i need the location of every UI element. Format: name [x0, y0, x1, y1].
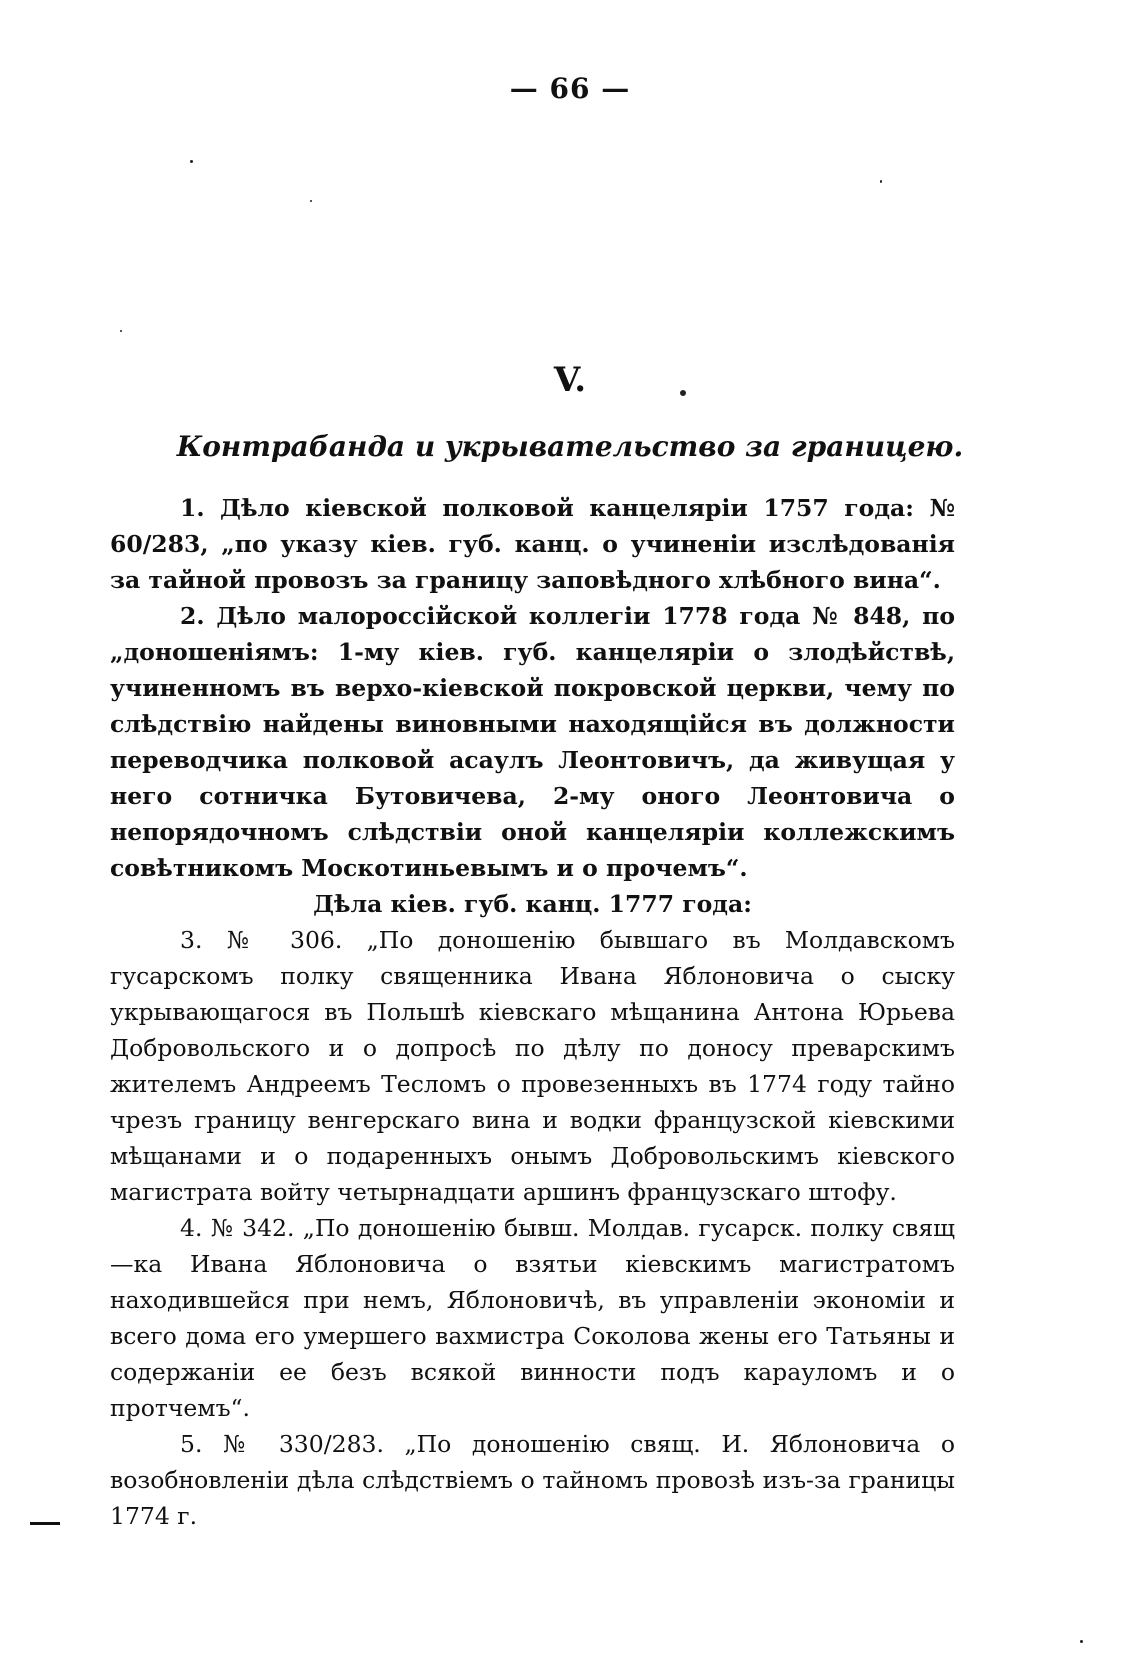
body-text [110, 490, 955, 1534]
paragraph-5: 5. № 330/283. „По доношенію свящ. И. Яблоновича о возобновленіи дѣла слѣдствіемъ о тайномъ провозѣ изъ-за границы 1774 г. [110, 1430, 955, 1530]
scan-speck [190, 160, 193, 163]
page-number: — 66 — [509, 72, 631, 105]
paragraph-4: 4. № 342. „По доношенію бывш. Молдав. гусарск. полку свящ—ка Ивана Яблоновича о взятьи кіевскимъ магистратомъ находившейся при немъ, Яблоновичѣ, въ управленіи экономіи и всего дома его умершего вахмистра Соколова жены его Татьяны и содержаніи ее безъ всякой винности подъ карауломъ и о протчемъ“. [110, 1214, 955, 1422]
paragraph-3: 3. № 306. „По доношенію бывшаго въ Молдавскомъ гусарскомъ полку священника Ивана Яблоновича о сыску укрывающагося въ Польшѣ кіевскаго мѣщанина Антона Юрьева Добровольского и о допросѣ по дѣлу по доносу преварскимъ жителемъ Андреемъ Тесломъ о провезенныхъ въ 1774 году тайно чрезъ границу венгерскаго вина и водки французской кіевскими мѣщанами и о подаренныхъ онымъ Добровольскимъ кіевского магистрата войту четырнадцати аршинъ французскаго штофу. [110, 926, 955, 1206]
scan-speck [310, 200, 312, 202]
scan-speck [1080, 1640, 1083, 1643]
paragraph-2: 2. Дѣло малороссійской коллегіи 1778 года № 848, по „доношеніямъ: 1-му кіев. губ. канцеляріи о злодѣйствѣ, учиненномъ въ верхо-кіевской покровской церкви, чему по слѣдствію найдены виновными находящійся въ должности переводчика полковой асаулъ Леонтовичъ, да живущая у него сотничка Бутовичева, 2-му оного Леонтовича о непорядочномъ слѣдствіи оной канцеляріи коллежскимъ совѣтникомъ Москотиньевымъ и о прочемъ“. [110, 602, 955, 882]
scan-speck [120, 330, 122, 332]
paragraph-subheading: Дѣла кіев. губ. канц. 1777 года: [313, 890, 752, 918]
margin-rule [30, 1522, 60, 1525]
section-title: Контрабанда и укрывательство за границею. [176, 430, 964, 463]
paragraph-1: 1. Дѣло кіевской полковой канцеляріи 1757 года: № 60/283, „по указу кіев. губ. канц. о учиненіи изслѣдованія за тайной провозъ за границу заповѣдного хлѣбного вина“. [110, 494, 955, 594]
scan-speck [680, 390, 686, 396]
section-numeral: V. [553, 360, 587, 400]
scan-speck [880, 180, 882, 183]
